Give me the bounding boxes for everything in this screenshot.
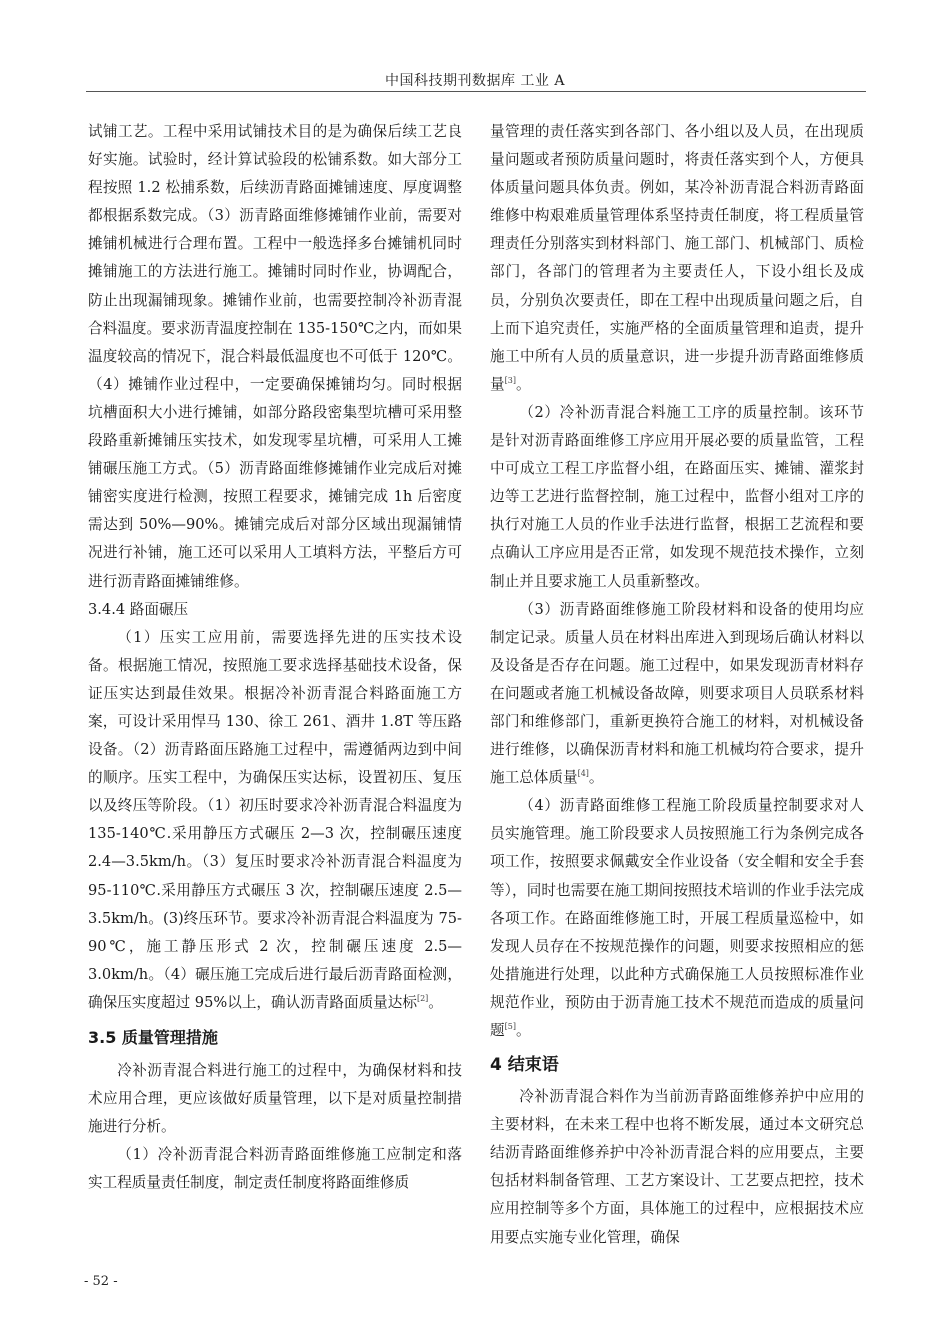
citation: [3] [504, 375, 516, 385]
page-number: - 52 - [84, 1274, 118, 1289]
citation: [4] [577, 769, 589, 779]
left-column [88, 118, 462, 1197]
paragraph-text: 量管理的责任落实到各部门、各小组以及人员，在出现质量问题或者预防质量问题时，将责任落实到个人，方便具体质量问题具体负责。例如，某冷补沥青混合料沥青路面维修中构艰难质量管理体系坚持责任制度，将工程质量管理责任分别落实到材料部门、施工部门、机械部门、质检部门，各部门的管理者为主要责任人，下设小组长及成员，分别负次要责任，即在工程中出现质量问题之后，自上而下追究责任，实施严格的全面质量管理和追责，提升施工中所有人员的质量意识，进一步提升沥青路面维修质量 [490, 123, 864, 393]
paragraph-text: （4）沥青路面维修工程施工阶段质量控制要求对人员实施管理。施工阶段要求人员按照施工行为条例完成各项工作，按照要求佩戴安全作业设备（安全帽和安全手套等），同时也需要在施工期间按照技术培训的作业手法完成各项工作。在路面维修施工时，开展工程质量巡检中，如发现人员存在不按规范操作的问题，则要求按照相应的惩处措施进行处理，以此种方式确保施工人员按照标准作业规范作业，预防由于沥青施工技术不规范而造成的质量问题 [490, 797, 864, 1039]
paragraph [490, 596, 864, 793]
paragraph: 冷补沥青混合料进行施工的过程中，为确保材料和技术应用合理，更应该做好质量管理，以下是对质量控制措施进行分析。 [88, 1062, 462, 1136]
paragraph-end: 。 [515, 375, 531, 393]
citation: [5] [504, 1022, 516, 1032]
paragraph-text: （3）沥青路面维修施工阶段材料和设备的使用均应制定记录。质量人员在材料出库进入到现场后确认材料以及设备是否存在问题。施工过程中，如果发现沥青材料存在问题或者施工机械设备故障，则要求项目人员联系材料部门和维修部门，重新更换符合施工的材料，对机械设备进行维修，以确保沥青材料和施工机械均符合要求，提升施工总体质量 [490, 600, 864, 787]
paragraph-end: 。 [428, 993, 443, 1011]
paragraph: 冷补沥青混合料作为当前沥青路面维修养护中应用的主要材料，在未来工程中也将不断发展，通过本文研究总结沥青路面维修养护中冷补沥青混合料的应用要点，主要包括材料制备管理、工艺方案设计、工艺要点把控，技术应用控制等多个方面，具体施工的过程中，应根据技术应用要点实施专业化管理，确保 [490, 1088, 864, 1246]
paragraph: （2）冷补沥青混合料施工工序的质量控制。该环节是针对沥青路面维修工序应用开展必要的质量监管，工程中可成立工程工序监督小组，在路面压实、摊铺、灌浆封边等工艺进行监督控制，施工过程中，监督小组对工序的执行对施工人员的作业手法进行监督，根据工艺流程和要点确认工序应用是否正常，如发现不规范技术操作，立刻制止并且要求施工人员重新整改。 [490, 403, 864, 590]
paragraph: （1）冷补沥青混合料沥青路面维修施工应制定和落实工程质量责任制度，制定责任制度将路面维修质 [88, 1146, 462, 1192]
paragraph: 试铺工艺。工程中采用试铺技术目的是为确保后续工艺良好实施。试验时，经计算试验段的松铺系数。如大部分工程按照 1.2 松捕系数，后续沥青路面摊铺速度、厚度调整都根据系数完成。（3）沥青路面维修摊铺作业前，需要对摊铺机械进行合理布置。工程中一般选择多台摊铺机同时摊铺施工的方法进行施工。摊铺时同时作业，协调配合，防止出现漏铺现象。摊铺作业前，也需要控制冷补沥青混合料温度。要求沥青温度控制在 135-150℃之内，而如果温度较高的情况下，混合料最低温度也不可低于 120℃。（4）摊铺作业过程中，一定要确保摊铺均匀。同时根据坑槽面积大小进行摊铺，如部分路段密集型坑槽可采用整段路重新摊铺压实技术，如发现零星坑槽，可采用人工摊铺碾压施工方式。（5）沥青路面维修摊铺作业完成后对摊铺密实度进行检测，按照工程要求，摊铺完成 1h 后密度需达到 50%—90%。摊铺完成后对部分区域出现漏铺情况进行补铺，施工还可以采用人工填料方法，平整后方可进行沥青路面摊铺维修。 [88, 123, 462, 590]
paragraph [88, 624, 462, 1017]
paragraph [490, 792, 864, 1045]
section-heading: 3.5 质量管理措施 [88, 1028, 218, 1047]
section-heading: 4 结束语 [490, 1055, 559, 1076]
paragraph-end: 。 [588, 769, 604, 787]
subsection-heading: 3.4.4 路面碾压 [88, 600, 189, 618]
citation: [2] [416, 994, 429, 1004]
paragraph-text: （1）压实工应用前，需要选择先进的压实技术设备。根据施工情况，按照施工要求选择基础技术设备，保证压实达到最佳效果。根据冷补沥青混合料路面施工方案，可设计采用悍马 130、徐工 261、酒井 1.8T 等压路设备。（2）沥青路面压路施工过程中，需遵循两边到中间的顺序。压实工程中，为确保压实达标，设置初压、复压以及终压等阶段。（1）初压时要求冷补沥青混合料温度为 135-140℃.采用静压方式碾压 2—3 次，控制碾压速度 2.4—3.5km/h。（3）复压时要求冷补沥青混合料温度为 95-110℃.采用静压方式碾压 3 次，控制碾压速度 2.5—3.5km/h。(3)终压环节。要求冷补沥青混合料温度为 75-90℃，施工静压形式 2 次，控制碾压速度 2.5—3.0km/h。（4）碾压施工完成后进行最后沥青路面检测，确保压实度超过 95%以上，确认沥青路面质量达标 [88, 628, 462, 1011]
header-rule [86, 91, 866, 92]
right-column [490, 118, 864, 1252]
paragraph-end: 。 [515, 1022, 531, 1039]
paragraph [490, 118, 864, 399]
running-header: 中国科技期刊数据库 工业 A [384, 73, 565, 89]
